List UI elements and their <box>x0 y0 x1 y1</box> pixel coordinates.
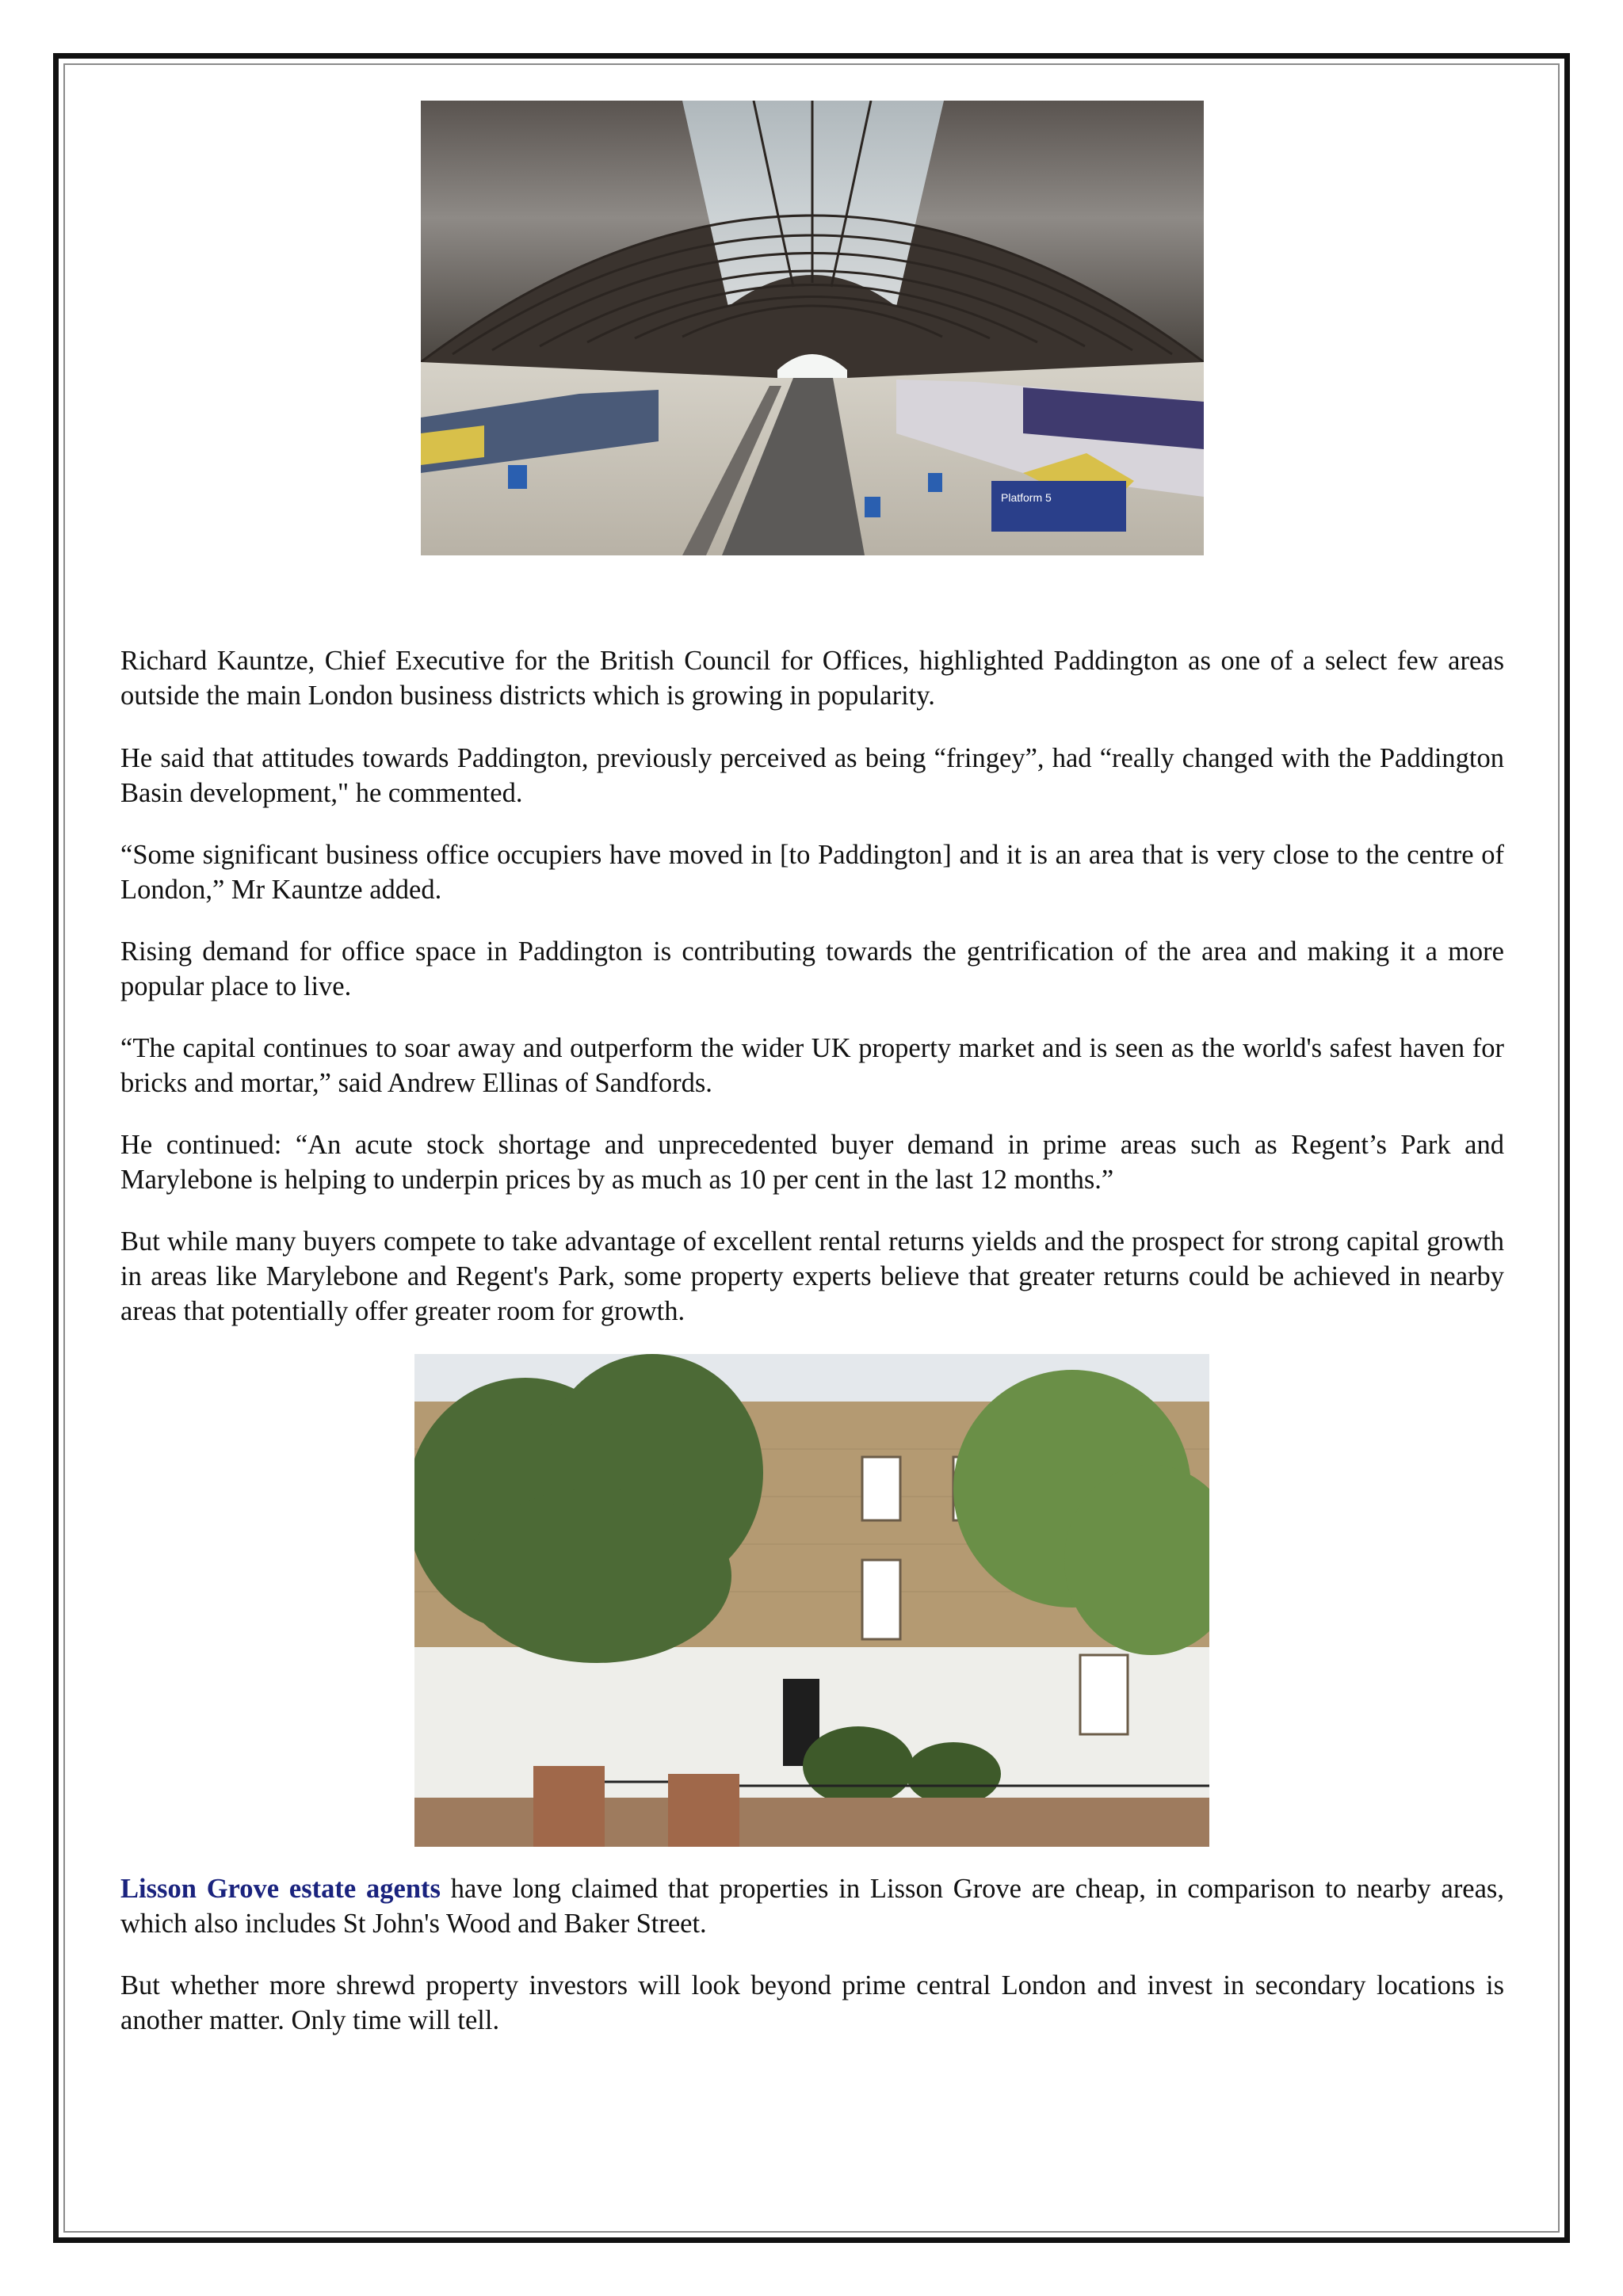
lisson-grove-text: have long claimed that properties in Lisson Grove are cheap, in comparison to nearby areas, which also includes St John's Wood and Baker Street. <box>120 1874 1504 1939</box>
paragraph-lisson-grove <box>120 1871 1504 1941</box>
paragraph-greater-returns: But while many buyers compete to take advantage of excellent rental returns yields and the prospect for strong capital growth in areas like Marylebone and Regent's Park, some property experts believe that greater returns could be achieved in nearby areas that potentially offer greater room for growth. <box>120 1226 1504 1326</box>
lisson-grove-houses-photo <box>414 1354 1209 1847</box>
paragraph-fringey-quote: He said that attitudes towards Paddington, previously perceived as being “fringey”, had “really changed with the Paddington Basin development," he commented. <box>120 743 1504 808</box>
platform-sign-text: Platform 5 <box>1001 491 1052 504</box>
paragraph-office-occupiers: “Some significant business office occupiers have moved in [to Paddington] and it is an area that is very close to the centre of London,” Mr Kauntze added. <box>120 840 1504 905</box>
paragraph-capital-outperform: “The capital continues to soar away and outperform the wider UK property market and is seen as the world's safest haven for bricks and mortar,” said Andrew Ellinas of Sandfords. <box>120 1033 1504 1098</box>
paragraph-kauntze-intro: Richard Kauntze, Chief Executive for the British Council for Offices, highlighted Paddington as one of a select few areas outside the main London business districts which is growing in popularity. <box>120 646 1504 711</box>
paragraph-closing: But whether more shrewd property investors will look beyond prime central London and invest in secondary locations is another matter. Only time will tell. <box>120 1970 1504 2035</box>
paragraph-stock-shortage: He continued: “An acute stock shortage and unprecedented buyer demand in prime areas such as Regent’s Park and Marylebone is helping to underpin prices by as much as 10 per cent in the last 12 months.” <box>120 1130 1504 1195</box>
lisson-grove-estate-agents-link[interactable]: Lisson Grove estate agents <box>120 1874 441 1904</box>
paragraph-rising-demand: Rising demand for office space in Paddington is contributing towards the gentrification of the area and making it a more popular place to live. <box>120 936 1504 1001</box>
paddington-station-photo <box>421 101 1204 555</box>
